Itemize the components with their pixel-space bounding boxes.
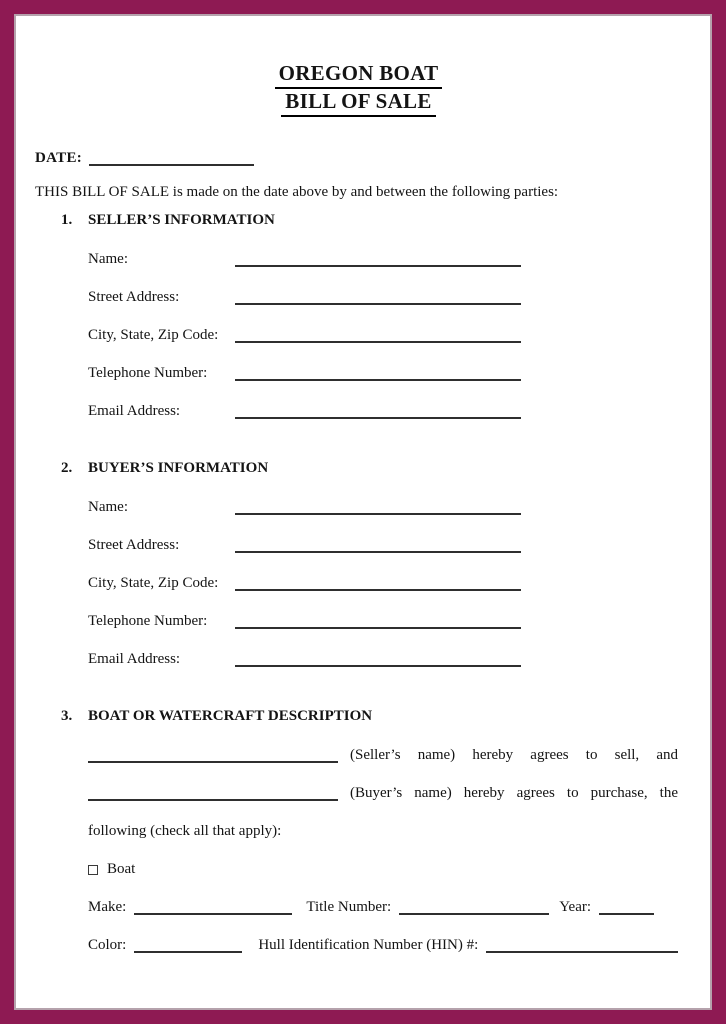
field-label: Name: xyxy=(88,251,128,267)
seller-street-blank-line[interactable] xyxy=(235,303,521,305)
seller-clause-row xyxy=(88,726,678,764)
seller-phone-blank-line[interactable] xyxy=(235,379,521,381)
section-2-fields xyxy=(35,478,682,668)
title-number-label: Title Number: xyxy=(306,899,392,915)
buyer-city-row xyxy=(88,554,521,592)
field-label: Street Address: xyxy=(88,289,180,305)
seller-city-blank-line[interactable] xyxy=(235,341,521,343)
color-hin-row xyxy=(88,916,678,954)
buyer-clause-row xyxy=(88,764,678,802)
title-number-blank-line[interactable] xyxy=(399,913,549,915)
buyer-clause-text: (Buyer’s name) hereby agrees to purchase, the xyxy=(350,785,678,801)
field-label: Telephone Number: xyxy=(88,613,208,629)
seller-name-fill-blank[interactable] xyxy=(88,761,338,763)
seller-clause-text: (Seller’s name) hereby agrees to sell, and xyxy=(350,747,678,763)
buyer-street-row xyxy=(88,516,521,554)
buyer-name-fill-blank[interactable] xyxy=(88,799,338,801)
hin-label: Hull Identification Number (HIN) #: xyxy=(258,937,479,953)
year-blank-line[interactable] xyxy=(599,913,654,915)
section-2-heading xyxy=(35,458,682,478)
date-blank-line[interactable] xyxy=(89,164,254,166)
following-line-text: following (check all that apply): xyxy=(88,823,282,839)
section-3-number: 3. xyxy=(61,708,73,724)
hin-blank-line[interactable] xyxy=(486,951,678,953)
title-line-1: OREGON BOAT xyxy=(275,61,443,89)
section-2-number: 2. xyxy=(61,460,73,476)
boat-checkbox[interactable] xyxy=(88,865,98,875)
buyer-email-blank-line[interactable] xyxy=(235,665,521,667)
year-label: Year: xyxy=(559,899,592,915)
buyer-phone-blank-line[interactable] xyxy=(235,627,521,629)
seller-name-row xyxy=(88,230,521,268)
seller-city-row xyxy=(88,306,521,344)
make-blank-line[interactable] xyxy=(134,913,292,915)
color-label: Color: xyxy=(88,937,127,953)
buyer-city-blank-line[interactable] xyxy=(235,589,521,591)
section-2-title: BUYER’S INFORMATION xyxy=(88,460,269,476)
section-1-heading xyxy=(35,210,682,230)
seller-street-row xyxy=(88,268,521,306)
boat-checkbox-label: Boat xyxy=(107,861,136,877)
date-row xyxy=(35,150,682,167)
field-label: Email Address: xyxy=(88,651,181,667)
buyer-street-blank-line[interactable] xyxy=(235,551,521,553)
seller-phone-row xyxy=(88,344,521,382)
field-label: Telephone Number: xyxy=(88,365,208,381)
date-label: DATE: xyxy=(35,150,83,166)
seller-name-blank-line[interactable] xyxy=(235,265,521,267)
page-content xyxy=(14,14,712,954)
field-label: Name: xyxy=(88,499,128,515)
following-line-row xyxy=(88,802,682,840)
make-label: Make: xyxy=(88,899,127,915)
section-1-fields xyxy=(35,230,682,420)
field-label: City, State, Zip Code: xyxy=(88,575,219,591)
section-1-number: 1. xyxy=(61,212,73,228)
field-label: Email Address: xyxy=(88,403,181,419)
buyer-name-blank-line[interactable] xyxy=(235,513,521,515)
seller-email-row xyxy=(88,382,521,420)
color-blank-line[interactable] xyxy=(134,951,242,953)
field-label: City, State, Zip Code: xyxy=(88,327,219,343)
field-label: Street Address: xyxy=(88,537,180,553)
make-title-year-row xyxy=(88,878,678,916)
title-line-2: BILL OF SALE xyxy=(281,89,435,117)
buyer-phone-row xyxy=(88,592,521,630)
buyer-email-row xyxy=(88,630,521,668)
intro-paragraph: THIS BILL OF SALE is made on the date above by and between the following parties: xyxy=(35,184,559,200)
section-1-title: SELLER’S INFORMATION xyxy=(88,212,275,228)
boat-checkbox-row xyxy=(88,840,682,878)
seller-email-blank-line[interactable] xyxy=(235,417,521,419)
document-title xyxy=(35,61,682,117)
section-3-heading xyxy=(35,706,682,726)
section-3-title: BOAT OR WATERCRAFT DESCRIPTION xyxy=(88,708,373,724)
buyer-name-row xyxy=(88,478,521,516)
